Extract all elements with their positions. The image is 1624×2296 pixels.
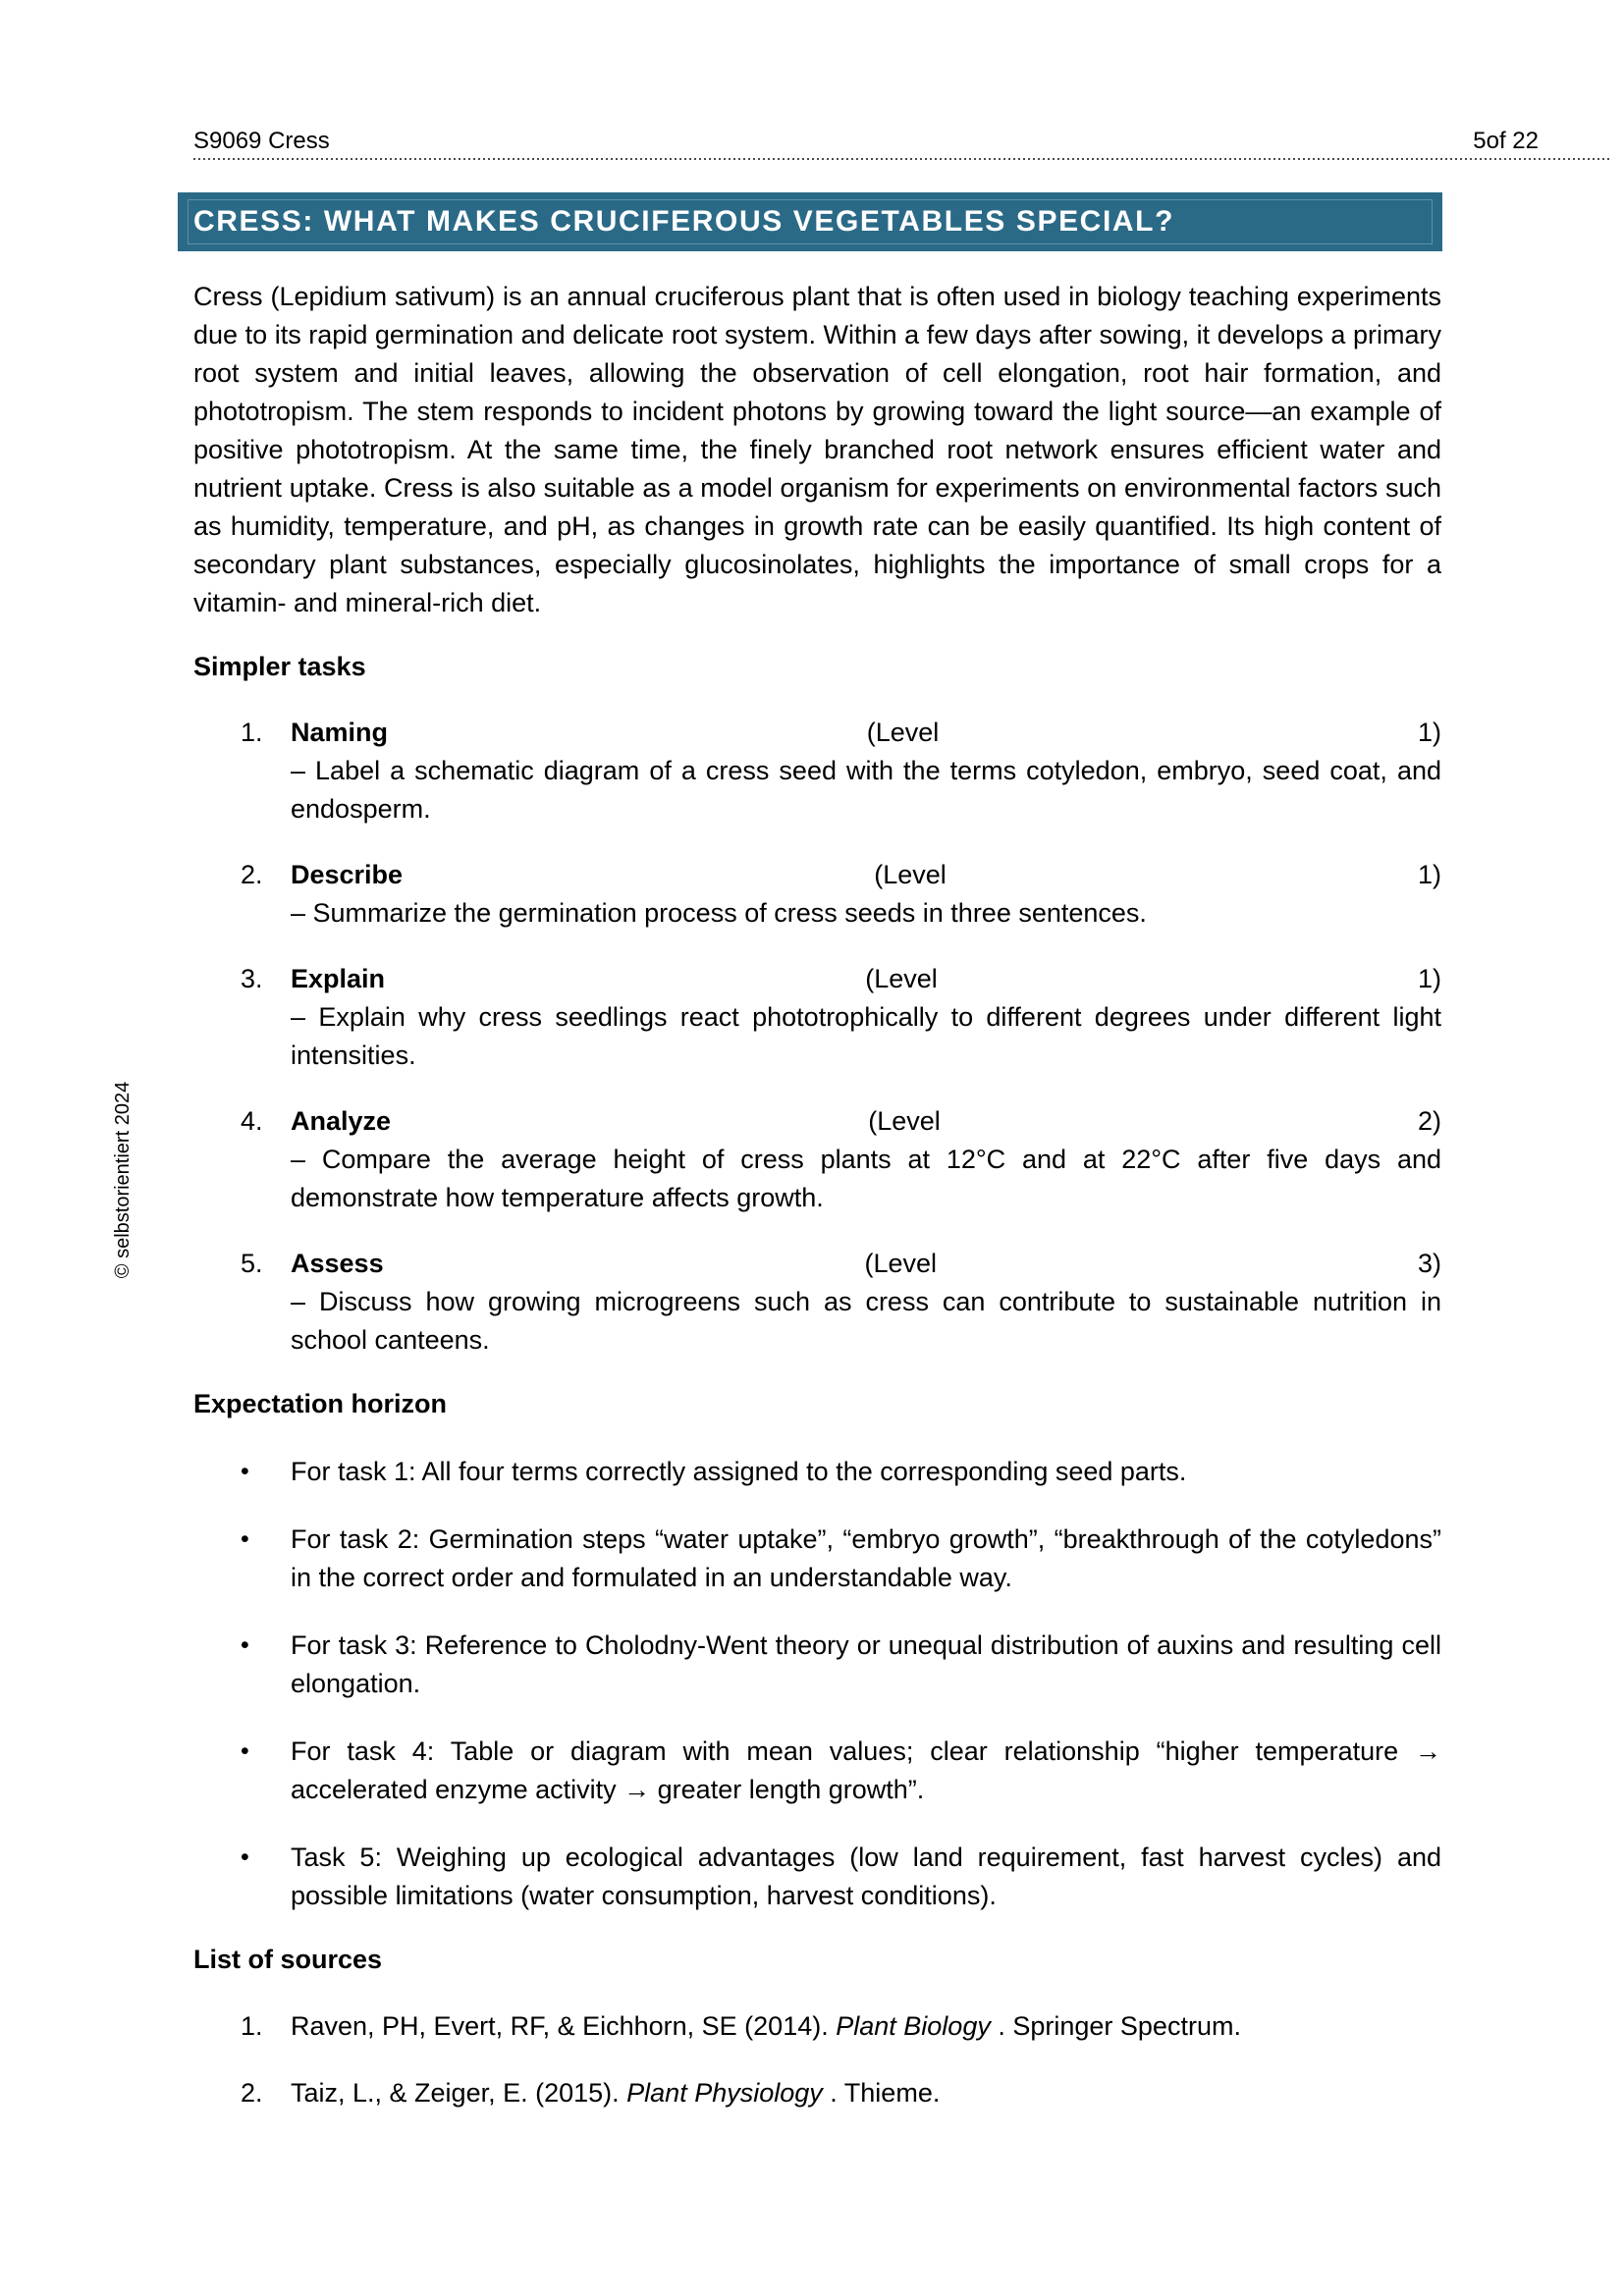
task-level-open: (Level: [866, 718, 940, 747]
task-number: 2.: [241, 860, 263, 889]
task-title: Describe: [291, 860, 404, 889]
citation-publisher: . Springer Spectrum.: [990, 2011, 1241, 2041]
citation-publisher: . Thieme.: [822, 2078, 941, 2108]
source-list: [193, 2007, 1441, 2112]
task-title: Naming: [291, 718, 389, 747]
source-citation: [291, 2007, 1441, 2046]
task-level-close: 1): [1417, 964, 1441, 993]
bullet-icon: •: [241, 1525, 249, 1553]
task-item: [241, 960, 1441, 1075]
bullet-text: For task 2: Germination steps “water uptake”, “embryo growth”, “breakthrough of the cotyledons” in the correct order and formulated in an understandable way.: [291, 1524, 1441, 1592]
bullet-text: Task 5: Weighing up ecological advantages (low land requirement, fast harvest cycles) and possible limitations (water consumption, harvest conditions).: [291, 1842, 1441, 1910]
task-list: [193, 714, 1441, 1360]
source-number: 2.: [241, 2078, 263, 2108]
task-description: – Compare the average height of cress plants at 12°C and at 22°C after five days and demonstrate how temperature affects growth.: [291, 1145, 1441, 1212]
task-description: – Summarize the germination process of cress seeds in three sentences.: [291, 898, 1147, 928]
task-level-open: (Level: [864, 1249, 938, 1278]
list-item: [241, 1521, 1441, 1597]
source-number: 1.: [241, 2011, 263, 2041]
source-item: [241, 2007, 1441, 2046]
task-level-open: (Level: [865, 964, 938, 993]
list-item: [241, 1733, 1441, 1809]
bullet-icon: •: [241, 1843, 249, 1871]
bullet-text: For task 3: Reference to Cholodny-Went theory or unequal distribution of auxins and resulting cell elongation.: [291, 1630, 1441, 1698]
bullet-text: For task 4: Table or diagram with mean values; clear relationship “higher temperature → accelerated enzyme activity → greater length growth”.: [291, 1736, 1441, 1804]
expectation-list: [193, 1453, 1441, 1915]
bullet-text: For task 1: All four terms correctly assigned to the corresponding seed parts.: [291, 1457, 1187, 1486]
task-number: 1.: [241, 718, 263, 747]
bullet-icon: •: [241, 1631, 249, 1659]
task-item: [241, 1245, 1441, 1360]
task-description: – Discuss how growing microgreens such as cress can contribute to sustainable nutrition in school canteens.: [291, 1287, 1441, 1355]
task-number: 3.: [241, 964, 263, 993]
task-level-close: 2): [1417, 1106, 1441, 1136]
list-item: [241, 1627, 1441, 1703]
intro-paragraph: Cress (Lepidium sativum) is an annual cruciferous plant that is often used in biology teaching experiments due to its rapid germination and delicate root system. Within a few days after sowing, it develops a primary root system and initial leaves, allowing the observation of cell elongation, root hair formation, and phototropism. The stem responds to incident photons by growing toward the light source—an example of positive phototropism. At the same time, the finely branched root network ensures efficient water and nutrient uptake. Cress is also suitable as a model organism for experiments on environmental factors such as humidity, temperature, and pH, as changes in growth rate can be easily quantified. Its high content of secondary plant substances, especially glucosinolates, highlights the importance of small crops for a vitamin- and mineral-rich diet.: [193, 282, 1441, 617]
bullet-icon: •: [241, 1737, 249, 1765]
citation-authors: Taiz, L., & Zeiger, E. (2015).: [291, 2078, 627, 2108]
citation-title: Plant Physiology: [626, 2078, 823, 2108]
task-number: 4.: [241, 1106, 263, 1136]
task-level-open: (Level: [874, 860, 947, 889]
source-citation: [291, 2074, 1441, 2112]
page-number: 5of 22: [1473, 128, 1539, 154]
task-title: Assess: [291, 1249, 384, 1278]
task-level-close: 3): [1417, 1249, 1441, 1278]
task-level-open: (Level: [868, 1106, 941, 1136]
task-item: [241, 856, 1441, 933]
task-description: – Explain why cress seedlings react phototrophically to different degrees under different light intensities.: [291, 1002, 1441, 1070]
section-heading-expectation-horizon: Expectation horizon: [193, 1389, 448, 1418]
citation-title: Plant Biology: [836, 2011, 991, 2041]
page-header: [193, 126, 1610, 160]
title-banner: [178, 192, 1442, 251]
list-item: [241, 1453, 1441, 1491]
page-title: CRESS: WHAT MAKES CRUCIFEROUS VEGETABLES SPECIAL?: [193, 205, 1174, 238]
list-item: [241, 1839, 1441, 1915]
task-description: – Label a schematic diagram of a cress seed with the terms cotyledon, embryo, seed coat, and endosperm.: [291, 756, 1441, 824]
task-title: Explain: [291, 964, 386, 993]
document-code: S9069 Cress: [193, 128, 330, 154]
task-item: [241, 1102, 1441, 1217]
task-level-close: 1): [1417, 860, 1441, 889]
section-heading-list-of-sources: List of sources: [193, 1945, 383, 1974]
task-level-close: 1): [1417, 718, 1441, 747]
task-item: [241, 714, 1441, 828]
copyright-sidenote: © selbstorientiert 2024: [112, 1081, 134, 1279]
document-body: [193, 278, 1441, 2112]
citation-authors: Raven, PH, Evert, RF, & Eichhorn, SE (2014).: [291, 2011, 837, 2041]
section-heading-simpler-tasks: Simpler tasks: [193, 652, 366, 681]
task-title: Analyze: [291, 1106, 392, 1136]
task-number: 5.: [241, 1249, 263, 1278]
source-item: [241, 2074, 1441, 2112]
bullet-icon: •: [241, 1458, 249, 1485]
